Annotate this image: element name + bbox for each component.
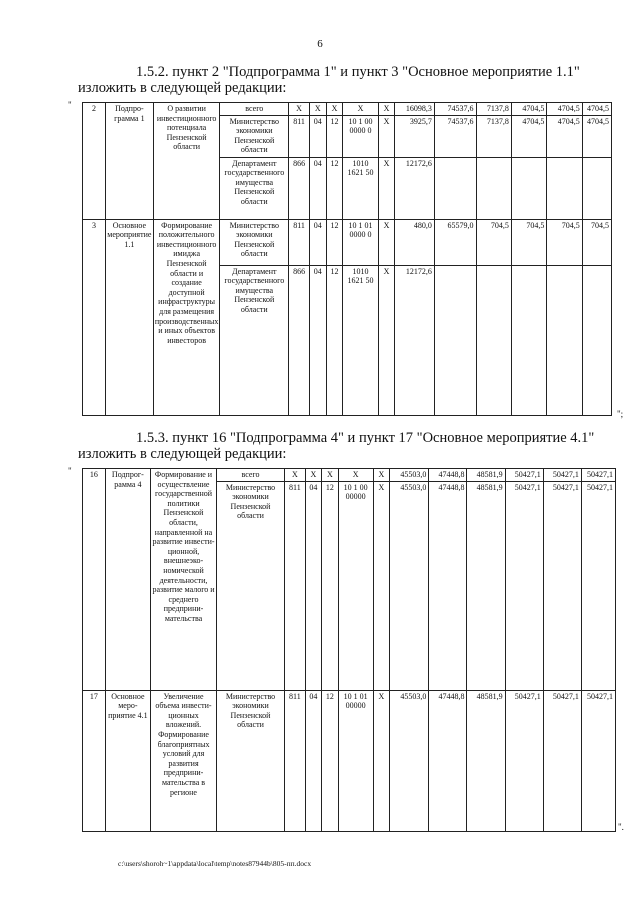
cell-grbs: X	[285, 469, 306, 482]
cell-v6: 704,5	[582, 219, 611, 265]
cell-vr: X	[373, 481, 389, 690]
cell-pr: 12	[326, 157, 343, 219]
cell-v3: 48581,9	[467, 469, 505, 482]
cell-v6	[582, 157, 611, 219]
cell-exec: Департамент государственного имущества Пензенской области	[220, 265, 289, 415]
cell-vr: X	[378, 103, 395, 116]
cell-v3	[476, 265, 511, 415]
cell-v2: 47448,8	[429, 469, 467, 482]
cell-v6: 4704,5	[582, 115, 611, 157]
cell-v5	[547, 157, 582, 219]
section1-close-quote: ";	[617, 409, 624, 419]
cell-v2: 74537,6	[434, 103, 476, 116]
section2-heading	[78, 430, 618, 462]
section2-close-quote: ".	[618, 822, 624, 832]
cell-goal: О развитии инвестиционного потенциала Пензенской области	[153, 103, 220, 220]
cell-exec: Департамент государственного имущества Пензенской области	[220, 157, 289, 219]
cell-csr: X	[338, 469, 373, 482]
cell-v2: 74537,6	[434, 115, 476, 157]
cell-pr: 12	[326, 219, 343, 265]
cell-exec: Министерство экономики Пензенской области	[220, 115, 289, 157]
cell-vr: X	[378, 157, 395, 219]
cell-v1: 3925,7	[395, 115, 435, 157]
cell-v4: 50427,1	[505, 481, 543, 690]
cell-v2: 47448,8	[429, 690, 467, 831]
cell-name: Основное мероприятие 1.1	[105, 219, 153, 415]
cell-grbs: 811	[285, 481, 306, 690]
cell-num: 3	[83, 219, 106, 415]
cell-v2: 65579,0	[434, 219, 476, 265]
cell-v3: 704,5	[476, 219, 511, 265]
cell-v5: 4704,5	[547, 103, 582, 116]
cell-name: Подпрограмма 1	[105, 103, 153, 220]
cell-v1: 45503,0	[390, 481, 429, 690]
cell-v5: 704,5	[547, 219, 582, 265]
cell-vr: X	[373, 690, 389, 831]
cell-v3: 7137,8	[476, 115, 511, 157]
page-number: 6	[317, 38, 323, 50]
cell-num: 16	[83, 469, 106, 691]
cell-vr: X	[378, 115, 395, 157]
cell-grbs: 811	[289, 115, 310, 157]
cell-v5: 50427,1	[543, 690, 581, 831]
cell-rz: 04	[309, 219, 326, 265]
cell-exec: Министерство экономики Пензенской области	[220, 219, 289, 265]
cell-csr: 10 1 00 00000	[338, 481, 373, 690]
section1-table	[82, 102, 612, 416]
cell-grbs: 811	[289, 219, 310, 265]
cell-v2: 47448,8	[429, 481, 467, 690]
cell-grbs: X	[289, 103, 310, 116]
cell-rz: 04	[309, 115, 326, 157]
cell-v4: 4704,5	[511, 115, 546, 157]
cell-v5	[547, 265, 582, 415]
section2-heading-line1: 1.5.3. пункт 16 "Подпрограмма 4" и пункт 17 "Основное мероприятие 4.1"	[136, 430, 595, 446]
cell-pr: 12	[326, 115, 343, 157]
cell-v3	[476, 157, 511, 219]
cell-v5: 4704,5	[547, 115, 582, 157]
cell-csr: 1010 1621 50	[343, 265, 378, 415]
cell-v1: 12172,6	[395, 265, 435, 415]
cell-name: Основное мероприятие 4.1	[105, 690, 150, 831]
cell-v6: 4704,5	[582, 103, 611, 116]
cell-num: 17	[83, 690, 106, 831]
cell-vr: X	[378, 219, 395, 265]
cell-num: 2	[83, 103, 106, 220]
cell-v2	[434, 157, 476, 219]
cell-v1: 16098,3	[395, 103, 435, 116]
cell-grbs: 866	[289, 157, 310, 219]
cell-v5: 50427,1	[543, 481, 581, 690]
cell-goal: Формирование и осуществление государственной политики Пензенской области, направленной на развитие инвестиционной, внешнеэкономической деятельности, развитие малого и среднего предпринимательства	[151, 469, 217, 691]
cell-csr: 1010 1621 50	[343, 157, 378, 219]
table-row	[83, 469, 616, 482]
table-row	[83, 690, 616, 831]
cell-pr: X	[322, 469, 338, 482]
cell-v3: 7137,8	[476, 103, 511, 116]
cell-v1: 12172,6	[395, 157, 435, 219]
cell-pr: 12	[322, 690, 338, 831]
cell-pr: 12	[322, 481, 338, 690]
cell-v3: 48581,9	[467, 481, 505, 690]
cell-v4	[511, 157, 546, 219]
cell-csr: 10 1 00 0000 0	[343, 115, 378, 157]
cell-v6: 50427,1	[581, 481, 615, 690]
section2-table	[82, 468, 616, 832]
cell-vr: X	[373, 469, 389, 482]
cell-rz: 04	[309, 157, 326, 219]
cell-v5: 50427,1	[543, 469, 581, 482]
cell-exec: всего	[220, 103, 289, 116]
section1-heading-line2: изложить в следующей редакции:	[78, 80, 287, 96]
cell-pr: 12	[326, 265, 343, 415]
cell-goal: Формирование положительного инвестиционного имиджа Пензенской области и создание доступной инфраструктуры для размещения производственных и иных объектов инвесторов	[153, 219, 220, 415]
cell-v4: 50427,1	[505, 469, 543, 482]
cell-vr: X	[378, 265, 395, 415]
section2-open-quote: "	[68, 466, 72, 476]
cell-v3: 48581,9	[467, 690, 505, 831]
cell-csr: X	[343, 103, 378, 116]
cell-csr: 10 1 01 00000	[338, 690, 373, 831]
cell-v6: 50427,1	[581, 469, 615, 482]
cell-rz: 04	[305, 690, 321, 831]
footer-file-path: c:\users\shoroh~1\appdata\local\temp\notes87944b\805-пп.docx	[118, 859, 312, 868]
cell-v6: 50427,1	[581, 690, 615, 831]
section1-open-quote: "	[68, 100, 72, 110]
cell-exec: Министерство экономики Пензенской области	[217, 690, 285, 831]
cell-rz: X	[309, 103, 326, 116]
section1-heading	[78, 64, 618, 96]
table-row	[83, 103, 612, 116]
cell-rz: X	[305, 469, 321, 482]
cell-v2	[434, 265, 476, 415]
cell-v4: 4704,5	[511, 103, 546, 116]
cell-rz: 04	[309, 265, 326, 415]
cell-v6	[582, 265, 611, 415]
cell-rz: 04	[305, 481, 321, 690]
cell-grbs: 866	[289, 265, 310, 415]
cell-pr: X	[326, 103, 343, 116]
section1-heading-line1: 1.5.2. пункт 2 "Подпрограмма 1" и пункт 3 "Основное мероприятие 1.1"	[136, 64, 580, 80]
cell-v1: 480,0	[395, 219, 435, 265]
table-row	[83, 219, 612, 265]
cell-exec: Министерство экономики Пензенской области	[217, 481, 285, 690]
cell-v4: 50427,1	[505, 690, 543, 831]
cell-csr: 10 1 01 0000 0	[343, 219, 378, 265]
cell-exec: всего	[217, 469, 285, 482]
cell-goal: Увеличение объема инвестиционных вложений. Формирование благоприятных условий для развития предпринимательства в регионе	[151, 690, 217, 831]
cell-grbs: 811	[285, 690, 306, 831]
cell-v4: 704,5	[511, 219, 546, 265]
cell-v1: 45503,0	[390, 469, 429, 482]
cell-v1: 45503,0	[390, 690, 429, 831]
section2-heading-line2: изложить в следующей редакции:	[78, 446, 287, 462]
cell-name: Подпрограмма 4	[105, 469, 150, 691]
cell-v4	[511, 265, 546, 415]
